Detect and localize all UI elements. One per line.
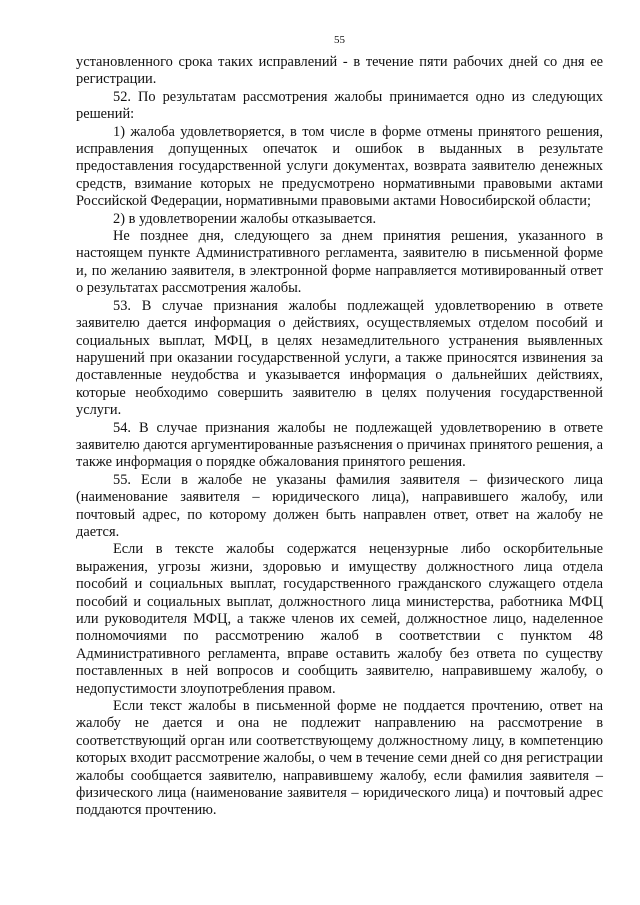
paragraph-52-item-1: 1) жалоба удовлетворяется, в том числе в форме отмены принятого решения, исправления допущенных опечаток и ошибок в выданных в результате предоставления государственной услуги документах, возврата заявителю денежных средств, взимание которых не предусмотрено нормативными правовыми актами Российской Федерации, нормативными правовыми актами Новосибирской области;	[76, 123, 603, 210]
paragraph-53: 53. В случае признания жалобы подлежащей удовлетворению в ответе заявителю дается информация о действиях, осуществляемых отделом пособий и социальных выплат, МФЦ, в целях незамедлительного устранения выявленных нарушений при оказании государственной услуги, а также приносятся извинения за доставленные неудобства и указывается информация о дальнейших действиях, которые необходимо совершить заявителю в целях получения государственной услуги.	[76, 297, 603, 419]
paragraph-55-obscene: Если в тексте жалобы содержатся нецензурные либо оскорбительные выражения, угрозы жизни, здоровью и имуществу должностного лица отдела пособий и социальных выплат, государственного гражданского служащего отдела пособий и социальных выплат, должностного лица министерства, работника МФЦ или руководителя МФЦ, а также членов их семей, должностное лицо, наделенное полномочиями по рассмотрению жалоб в соответствии с пунктом 48 Административного регламента, вправе оставить жалобу без ответа по существу поставленных в ней вопросов и сообщить заявителю, направившему жалобу, о недопустимости злоупотребления правом.	[76, 541, 603, 697]
paragraph-52-response: Не позднее дня, следующего за днем принятия решения, указанного в настоящем пункте Административного регламента, заявителю в письменной форме и, по желанию заявителя, в электронной форме направляется мотивированный ответ о результатах рассмотрения жалобы.	[76, 228, 603, 297]
paragraph-continuation: установленного срока таких исправлений - в течение пяти рабочих дней со дня ее регистрации.	[76, 54, 603, 88]
paragraph-55-unreadable: Если текст жалобы в письменной форме не поддается прочтению, ответ на жалобу не дается и она не подлежит направлению на рассмотрение в соответствующий орган или соответствующему должностному лицу, в компетенцию которых входит рассмотрение жалобы, о чем в течение семи дней со дня регистрации жалобы сообщается заявителю, направившему жалобу, если фамилия заявителя – физического лица (наименование заявителя – юридического лица) и почтовый адрес поддаются прочтению.	[76, 698, 603, 819]
paragraph-52-item-2: 2) в удовлетворении жалобы отказывается.	[113, 210, 377, 227]
document-page	[76, 34, 603, 820]
paragraph-54: 54. В случае признания жалобы не подлежащей удовлетворению в ответе заявителю даются аргументированные разъяснения о причинах принятого решения, а также информация о порядке обжалования принятого решения.	[76, 419, 603, 471]
page-number: 55	[334, 34, 345, 46]
paragraph-52: 52. По результатам рассмотрения жалобы принимается одно из следующих решений:	[76, 88, 603, 123]
paragraph-55: 55. Если в жалобе не указаны фамилия заявителя – физического лица (наименование заявителя – юридического лица), направившего жалобу, или почтовый адрес, по которому должен быть направлен ответ, ответ на жалобу не дается.	[76, 471, 603, 540]
